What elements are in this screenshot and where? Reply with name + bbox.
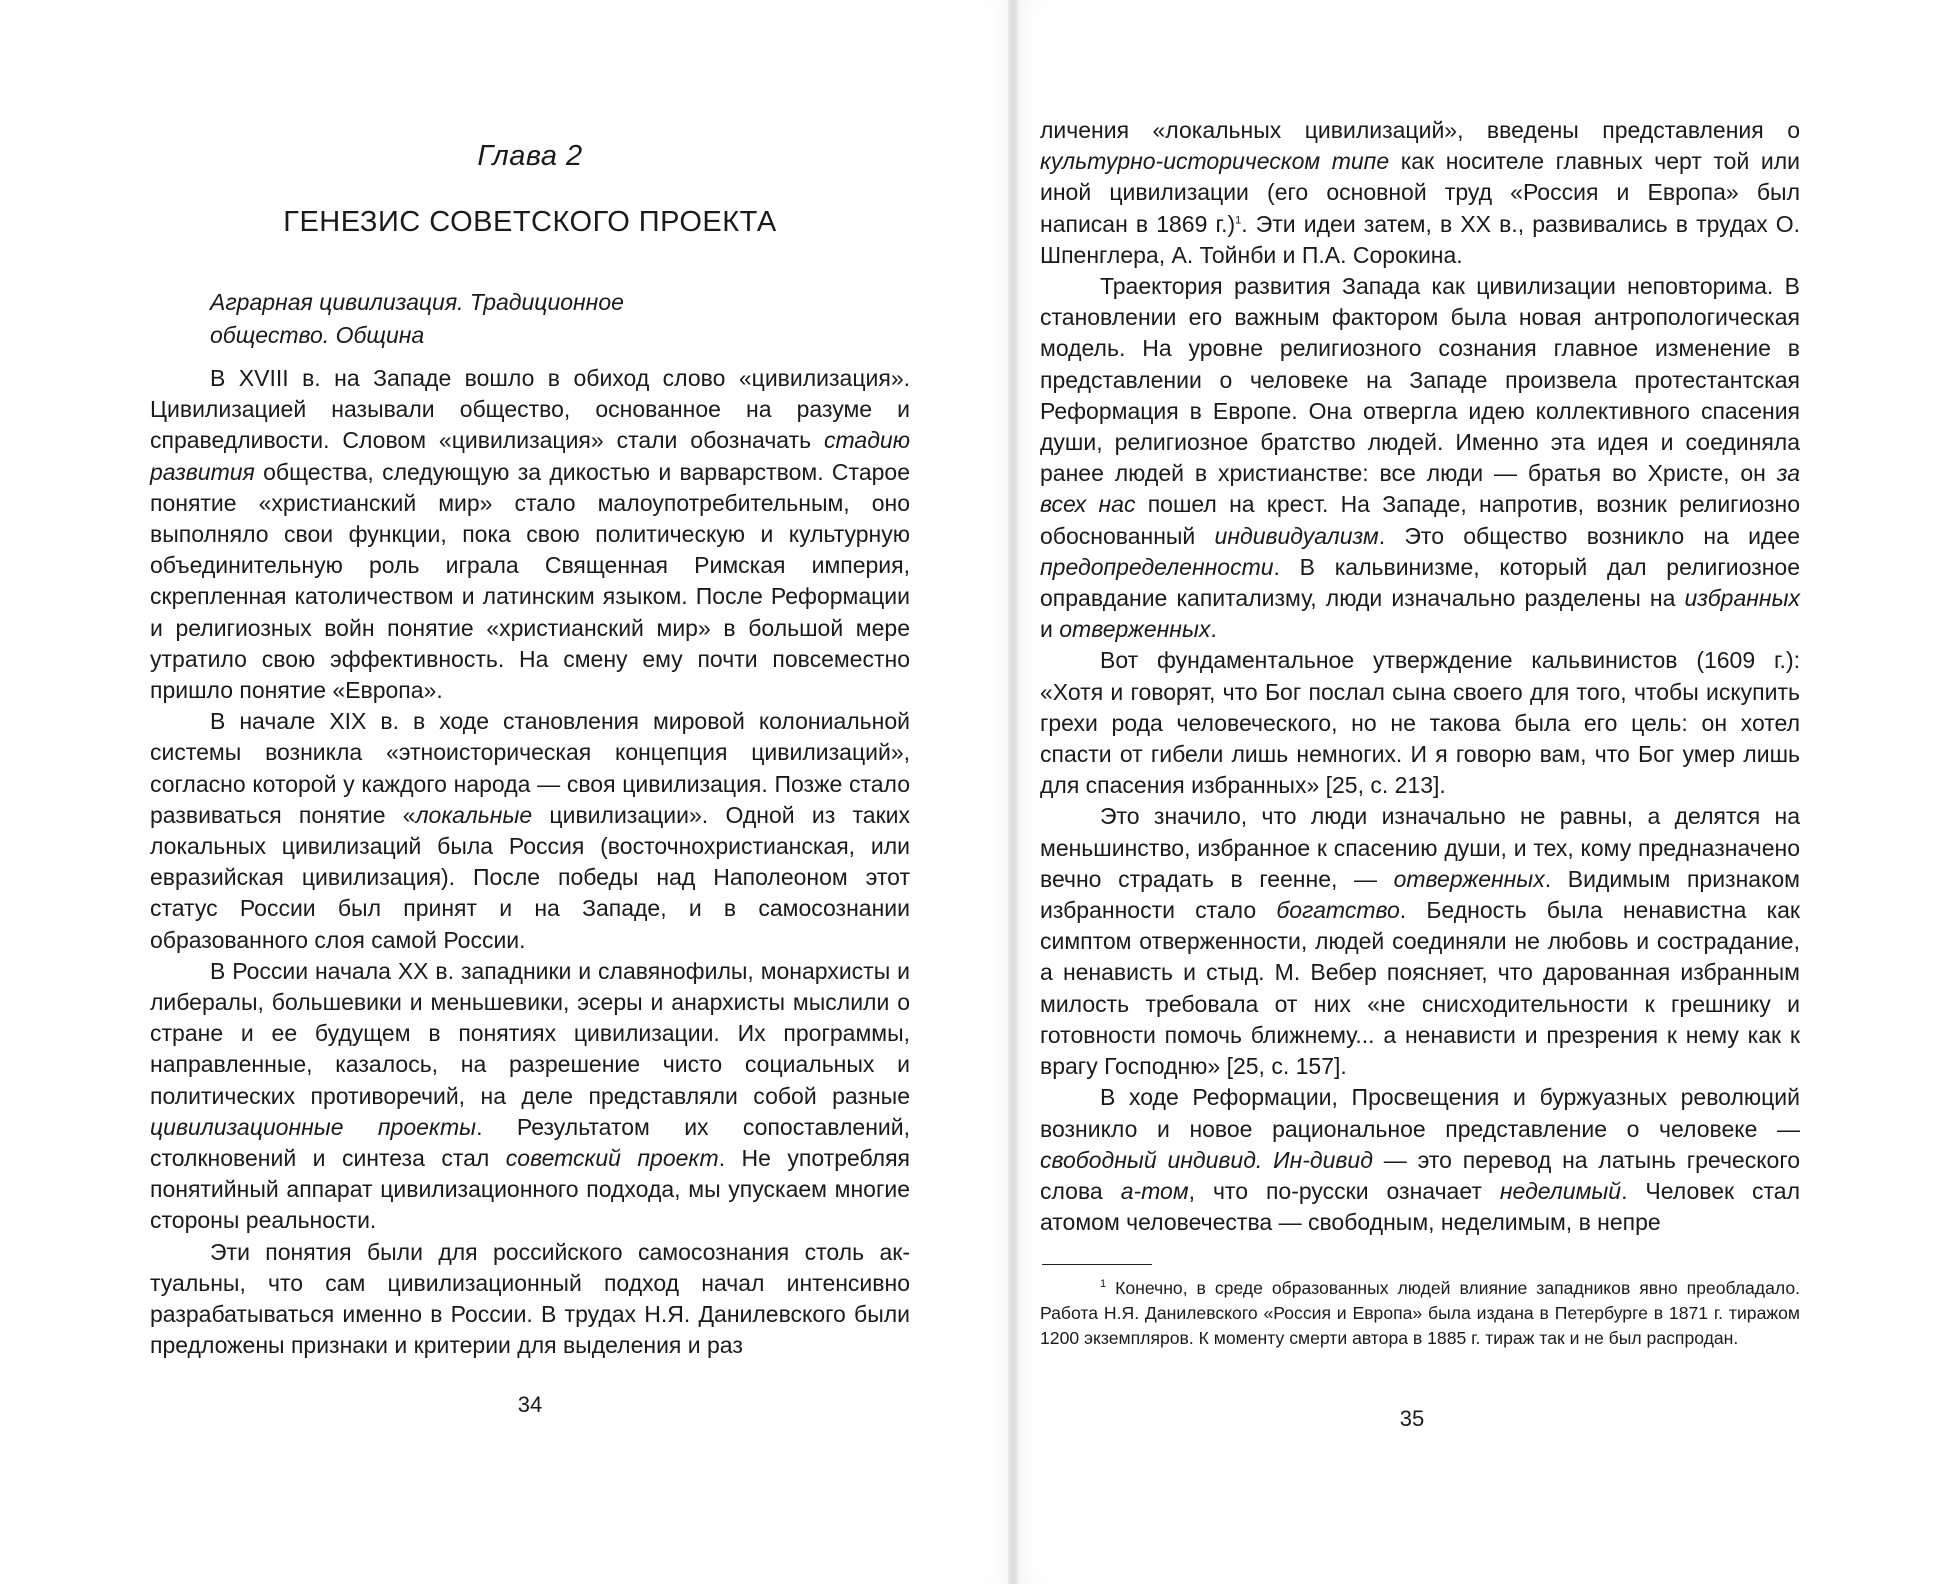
right-body-text — [1040, 115, 1800, 1238]
paragraph: Эти понятия были для российского самосознания столь актуальны, что сам цивилизационный подход начал интенсивно разрабатываться именно в России. В трудах Н.Я. Данилевского были предложены признаки и критерии для выделения и раз — [150, 1238, 910, 1359]
page-number-right: 35 — [1399, 1406, 1425, 1431]
page-number-left: 34 — [517, 1392, 543, 1417]
section-title-line-2: общество. Община — [210, 322, 425, 348]
footnote-divider — [1042, 1264, 1152, 1265]
paragraph: В ходе Реформации, Просвещения и буржуазных революций возникло и новое рациональное представление о человеке — свободный индивид. Ин-дивид — это перевод на латынь греческого слова а-том, что по-русски означает неделимый. Человек стал атомом человечества — свободным, неделимым, в непре — [1040, 1084, 1800, 1236]
paragraph: Траектория развития Запада как цивилизации неповторима. В становлении его важным фактором была новая антропологическая модель. На уровне религиозного сознания главное изменение в представлении о человеке на Западе произвела протестантская Реформация в Европе. Она отвергла идею коллективного спасения души, религиозное братство людей. Именно эта идея и соединяла ранее людей в христианстве: все люди — братья во Христе, он за всех нас пошел на крест. На Западе, напротив, возник религиозно обоснованный индивидуализм. Это общество возникло на идее предопределенности. В кальвинизме, который дал религиозное оправдание капитализму, люди изначально разделены на избранных и отверженных. — [1040, 273, 1800, 643]
chapter-number: Глава 2 — [477, 140, 583, 172]
section-title — [210, 286, 850, 352]
chapter-title: ГЕНЕЗИС СОВЕТСКОГО ПРОЕКТА — [283, 206, 777, 238]
paragraph: В России начала XX в. западники и славянофилы, монархисты и либералы, большевики и меньшевики, эсеры и анархисты мыслили о стране и ее будущем в понятиях цивилизации. Их программы, направленные, казалось, на разрешение чисто социальных и политических противоречий, на деле представляли собой разные цивилизационные проекты. Результатом их сопоставлений, столкновений и синтеза стал советский проект. Не употребляя понятийный аппарат цивилизационного подхода, мы упускаем многие стороны реальности. — [150, 957, 910, 1234]
paragraph: В начале XIX в. в ходе становления мировой колониальной системы возникла «этноисторическая концепция цивилизаций», согласно которой у каждого народа — своя цивилизация. Позже стало развиваться понятие «локальные цивилизации». Одной из таких локальных цивилизаций была Россия (восточнохристианская, или евразийская цивилизация). После победы над Наполеоном этот статус России был принят и на Западе, и в самосознании образованного слоя самой России. — [150, 708, 910, 953]
paragraph: личения «локальных цивилизаций», введены представления о культурно-историческом типе как носителе главных черт той или иной цивилизации (его основной труд «Россия и Европа» был написан в 1869 г.)$^1$. Эти идеи затем, в XX в., развивались в трудах О. Шпенглера, А. Тойнби и П.А. Сорокина. — [1040, 117, 1801, 268]
paragraph: Это значило, что люди изначально не равны, а делятся на меньшинство, избранное к спасению души, и тех, кому предназначено вечно страдать в геенне, — отверженных. Видимым признаком избранности стало богатство. Бедность была ненавистна как симптом отверженности, людей соединяли не любовь и сострадание, а ненависть и стыд. М. Вебер поясняет, что дарованная избранным милость требовала от них «не снисходительности к грешнику и готовности помочь ближнему... а ненависти и презрения к нему как к врагу Господню» [25, с. 157]. — [1040, 803, 1800, 1080]
book-gutter — [1008, 0, 1018, 1584]
footnote-mark: 1 — [1100, 1278, 1107, 1291]
section-title-line-1: Аграрная цивилизация. Традиционное — [210, 289, 624, 315]
footnote-text: Конечно, в среде образованных людей влияние западников явно преобладало. Работа Н.Я. Данилевского «Россия и Европа» была издана в Петербурге в 1871 г. тиражом 1200 экземпляров. К моменту смерти автора в 1885 г. тираж так и не был распродан. — [1040, 1278, 1800, 1349]
footnote-reference: 1 — [1235, 213, 1242, 226]
footnote — [1040, 1276, 1800, 1352]
paragraph: В XVIII в. на Западе вошло в обиход слово «цивилизация». Цивилизацией называли общество, основанное на разуме и справедливости. Словом «цивилизация» стали обозначать стадию развития общества, следующую за дикостью и варварством. Старое понятие «христианский мир» стало малоупотребительным, оно выполняло свои функции, пока свою политическую и культурную объединительную роль играла Священная Римская империя, скрепленная католичеством и латинским языком. После Реформации и религиозных войн понятие «христианский мир» в большой мере утратило свою эффективность. На смену ему почти повсеместно пришло понятие «Европа». — [150, 365, 910, 704]
paragraph: Вот фундаментальное утверждение кальвинистов (1609 г.): «Хотя и говорят, что Бог послал сына своего для того, чтобы искупить грехи рода человеческого, но не такова была его цель: он хотел спасти от гибели лишь немногих. И я говорю вам, что Бог умер лишь для спасения избранных» [25, с. 213]. — [1040, 647, 1800, 799]
left-body-text — [150, 363, 910, 1362]
